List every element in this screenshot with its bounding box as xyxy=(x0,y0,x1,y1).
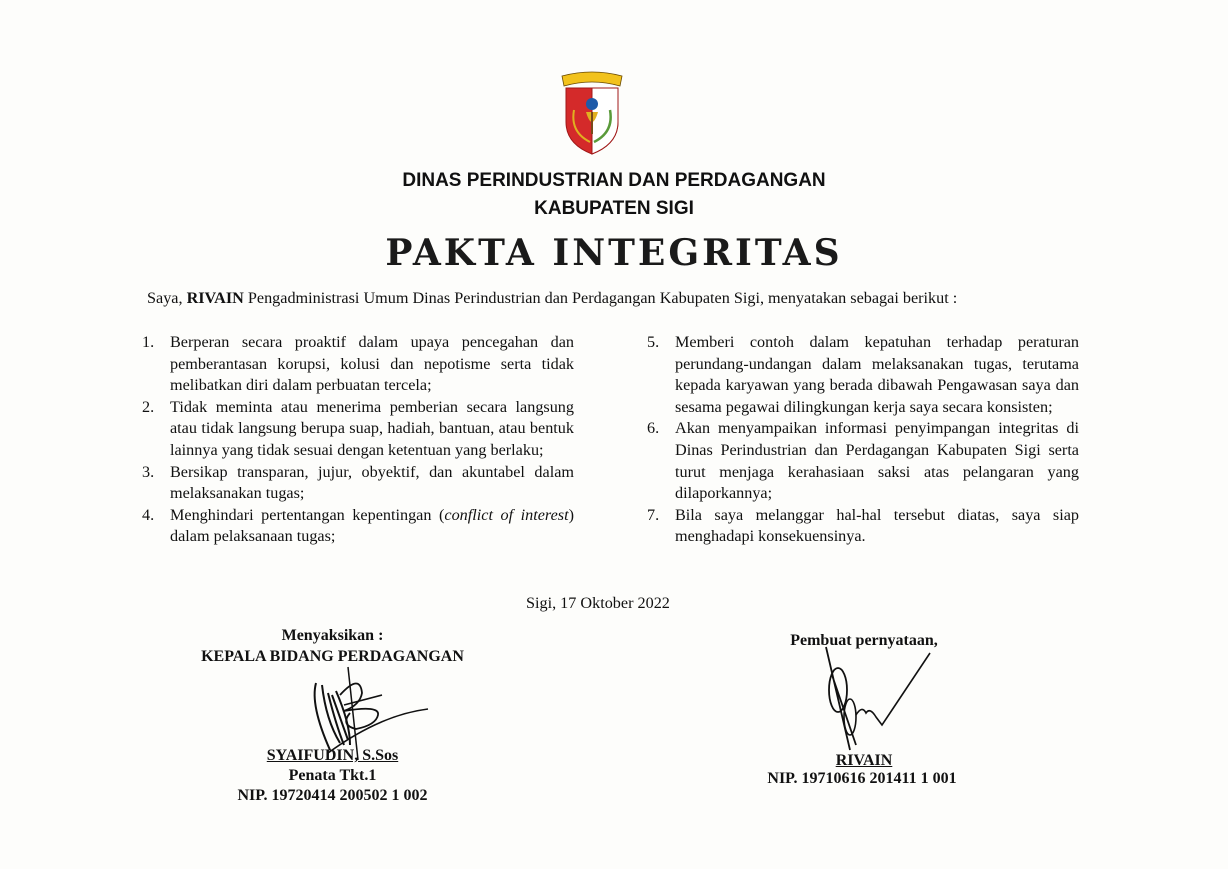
item-text: Bersikap transparan, jujur, obyektif, dan akuntabel dalam melaksanakan tugas; xyxy=(170,462,574,503)
organization-name: DINAS PERINDUSTRIAN DAN PERDAGANGAN xyxy=(402,170,826,191)
witness-rank: Penata Tkt.1 xyxy=(288,767,377,784)
witness-label: Menyaksikan : xyxy=(281,627,384,644)
list-item xyxy=(142,462,574,505)
list-item xyxy=(142,332,574,397)
declarant-label: Pembuat pernyataan, xyxy=(790,632,938,649)
item-text: Bila saya melanggar hal-hal tersebut diatas, saya siap menghadapi konsekuensinya. xyxy=(675,505,1079,546)
list-item xyxy=(142,397,574,462)
kabupaten-sigi-logo xyxy=(560,72,624,156)
item-number: 4. xyxy=(142,505,155,524)
declarant-nip: NIP. 19710616 201411 1 001 xyxy=(767,770,957,787)
intro-prefix: Saya, xyxy=(147,289,187,307)
item-text xyxy=(170,505,574,548)
item-text-italic: conflict of interest xyxy=(444,505,569,524)
declarant-signature xyxy=(820,645,940,760)
commitment-list-left xyxy=(142,332,574,548)
item-number: 2. xyxy=(142,397,155,416)
item-number: 3. xyxy=(142,462,155,481)
intro-statement xyxy=(147,289,957,308)
list-item xyxy=(142,505,574,548)
declarant-name: RIVAIN xyxy=(835,752,893,769)
item-number: 7. xyxy=(647,505,660,524)
item-text: Berperan secara proaktif dalam upaya pencegahan dan pemberantasan korupsi, kolusi dan nepotisme serta tidak melibatkan diri dalam perbuatan tercela; xyxy=(170,333,574,395)
list-item xyxy=(647,418,1079,504)
list-item xyxy=(647,332,1079,418)
item-text-a: Menghindari pertentangan kepentingan ( xyxy=(170,505,445,524)
intro-rest: Pengadministrasi Umum Dinas Perindustrian dan Perdagangan Kabupaten Sigi, menyatakan sebagai berikut : xyxy=(243,289,958,307)
item-number: 5. xyxy=(647,333,660,351)
witness-name: SYAIFUDIN, S.Sos xyxy=(266,747,399,764)
document-date: Sigi, 17 Oktober 2022 xyxy=(526,594,670,612)
witness-position: KEPALA BIDANG PERDAGANGAN xyxy=(201,648,464,665)
item-text-b: ) dalam pelaksanaan tugas; xyxy=(170,505,574,546)
handwritten-signature-icon xyxy=(820,645,940,755)
witness-nip: NIP. 19720414 200502 1 002 xyxy=(237,787,428,804)
document-title: PAKTA INTEGRITAS xyxy=(385,232,843,274)
item-text: Tidak meminta atau menerima pemberian secara langsung atau tidak langsung berupa suap, hadiah, bantuan, atau bentuk lainnya yang tidak sesuai dengan ketentuan yang berlaku; xyxy=(170,397,574,459)
organization-region: KABUPATEN SIGI xyxy=(534,198,694,219)
intro-name: RIVAIN xyxy=(186,289,244,307)
list-item xyxy=(647,505,1079,548)
shield-emblem-icon xyxy=(560,72,624,156)
item-text: Memberi contoh dalam kepatuhan terhadap peraturan perundang-undangan dalam melaksanakan tugas, terutama kepada karyawan yang berada dibawah Pengawasan saya dan sesama pegawai dilingkungan kerja saya secara konsisten; xyxy=(675,333,1079,416)
commitment-list-right xyxy=(647,332,1079,548)
item-number: 1. xyxy=(142,333,155,351)
item-number: 6. xyxy=(647,419,660,438)
handwritten-signature-icon xyxy=(300,665,460,760)
item-text: Akan menyampaikan informasi penyimpangan integritas di Dinas Perindustrian dan Perdagangan Kabupaten Sigi serta turut menjaga kerahasiaan saksi atas pelangaran yang dilaporkannya; xyxy=(675,419,1079,503)
